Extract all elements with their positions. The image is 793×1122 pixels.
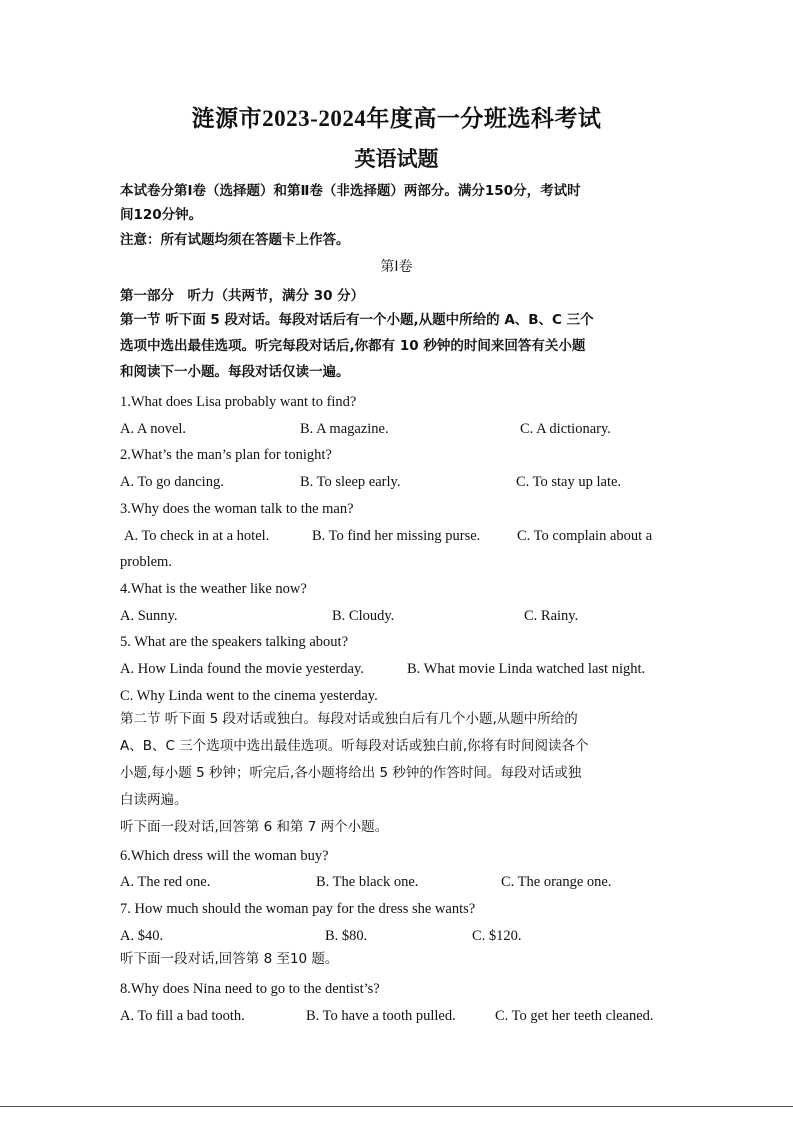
- intro-line-2: 间120分钟。: [120, 207, 203, 223]
- question-3-option-c: C. To complain about a: [517, 528, 653, 544]
- question-6-stem: 6.Which dress will the woman buy?: [120, 848, 329, 864]
- question-3-stem: 3.Why does the woman talk to the man?: [120, 501, 354, 517]
- question-5-option-c: C. Why Linda went to the cinema yesterday.: [120, 688, 378, 704]
- question-5-option-b: B. What movie Linda watched last night.: [407, 661, 646, 677]
- dialog-1-instruction: 听下面一段对话,回答第 6 和第 7 两个小题。: [120, 819, 389, 835]
- question-3-option-a: A. To check in at a hotel.: [124, 528, 270, 544]
- section2-instruction-2: A、B、C 三个选项中选出最佳选项。听每段对话或独白前,你将有时间阅读各个: [120, 738, 589, 754]
- section2-instruction-3: 小题,每小题 5 秒钟；听完后,各小题将给出 5 秒钟的作答时间。每段对话或独: [120, 765, 582, 781]
- question-8-option-b: B. To have a tooth pulled.: [306, 1008, 456, 1024]
- question-5-stem: 5. What are the speakers talking about?: [120, 634, 349, 650]
- question-2-option-a: A. To go dancing.: [120, 474, 224, 490]
- question-2-option-b: B. To sleep early.: [300, 474, 401, 490]
- question-6-option-a: A. The red one.: [120, 874, 211, 890]
- question-7-option-c: C. $120.: [472, 928, 522, 944]
- section1-instruction-1: 第一节 听下面 5 段对话。每段对话后有一个小题,从题中所给的 A、B、C 三个: [120, 312, 594, 328]
- intro-note: 注意：所有试题均须在答题卡上作答。: [120, 232, 350, 248]
- volume-heading: 第Ⅰ卷: [380, 259, 413, 275]
- question-4-option-a: A. Sunny.: [120, 608, 178, 624]
- intro-line-1: 本试卷分第Ⅰ卷（选择题）和第Ⅱ卷（非选择题）两部分。满分150分，考试时: [120, 183, 581, 199]
- question-7-option-a: A. $40.: [120, 928, 164, 944]
- question-2-option-c: C. To stay up late.: [516, 474, 622, 490]
- question-6-option-c: C. The orange one.: [501, 874, 612, 890]
- question-6-option-b: B. The black one.: [316, 874, 419, 890]
- question-5-option-a: A. How Linda found the movie yesterday.: [120, 661, 364, 677]
- question-4-stem: 4.What is the weather like now?: [120, 581, 307, 597]
- question-1-option-c: C. A dictionary.: [520, 421, 611, 437]
- page-title: 涟源市2023-2024年度高一分班选科考试: [191, 106, 602, 131]
- question-2-stem: 2.What’s the man’s plan for tonight?: [120, 447, 332, 463]
- question-8-option-c: C. To get her teeth cleaned.: [495, 1008, 654, 1024]
- question-4-option-c: C. Rainy.: [524, 608, 579, 624]
- section2-instruction-4: 白读两遍。: [120, 792, 188, 808]
- section1-instruction-2: 选项中选出最佳选项。听完每段对话后,你都有 10 秒钟的时间来回答有关小题: [120, 338, 586, 354]
- question-3-option-c-wrap: problem.: [120, 554, 172, 570]
- dialog-2-instruction: 听下面一段对话,回答第 8 至10 题。: [120, 951, 339, 967]
- question-4-option-b: B. Cloudy.: [332, 608, 395, 624]
- question-8-stem: 8.Why does Nina need to go to the dentist’s?: [120, 981, 380, 997]
- part1-heading: 第一部分 听力（共两节，满分 30 分）: [120, 288, 365, 304]
- question-1-option-a: A. A novel.: [120, 421, 187, 437]
- page-subtitle: 英语试题: [354, 147, 439, 171]
- question-1-option-b: B. A magazine.: [300, 421, 389, 437]
- section2-instruction-1: 第二节 听下面 5 段对话或独白。每段对话或独白后有几个小题,从题中所给的: [120, 711, 578, 727]
- question-7-option-b: B. $80.: [325, 928, 368, 944]
- question-1-stem: 1.What does Lisa probably want to find?: [120, 394, 357, 410]
- question-7-stem: 7. How much should the woman pay for the dress she wants?: [120, 901, 476, 917]
- section1-instruction-3: 和阅读下一小题。每段对话仅读一遍。: [120, 364, 350, 380]
- question-3-option-b: B. To find her missing purse.: [312, 528, 481, 544]
- page-bottom-rule: [0, 1106, 793, 1107]
- question-8-option-a: A. To fill a bad tooth.: [120, 1008, 245, 1024]
